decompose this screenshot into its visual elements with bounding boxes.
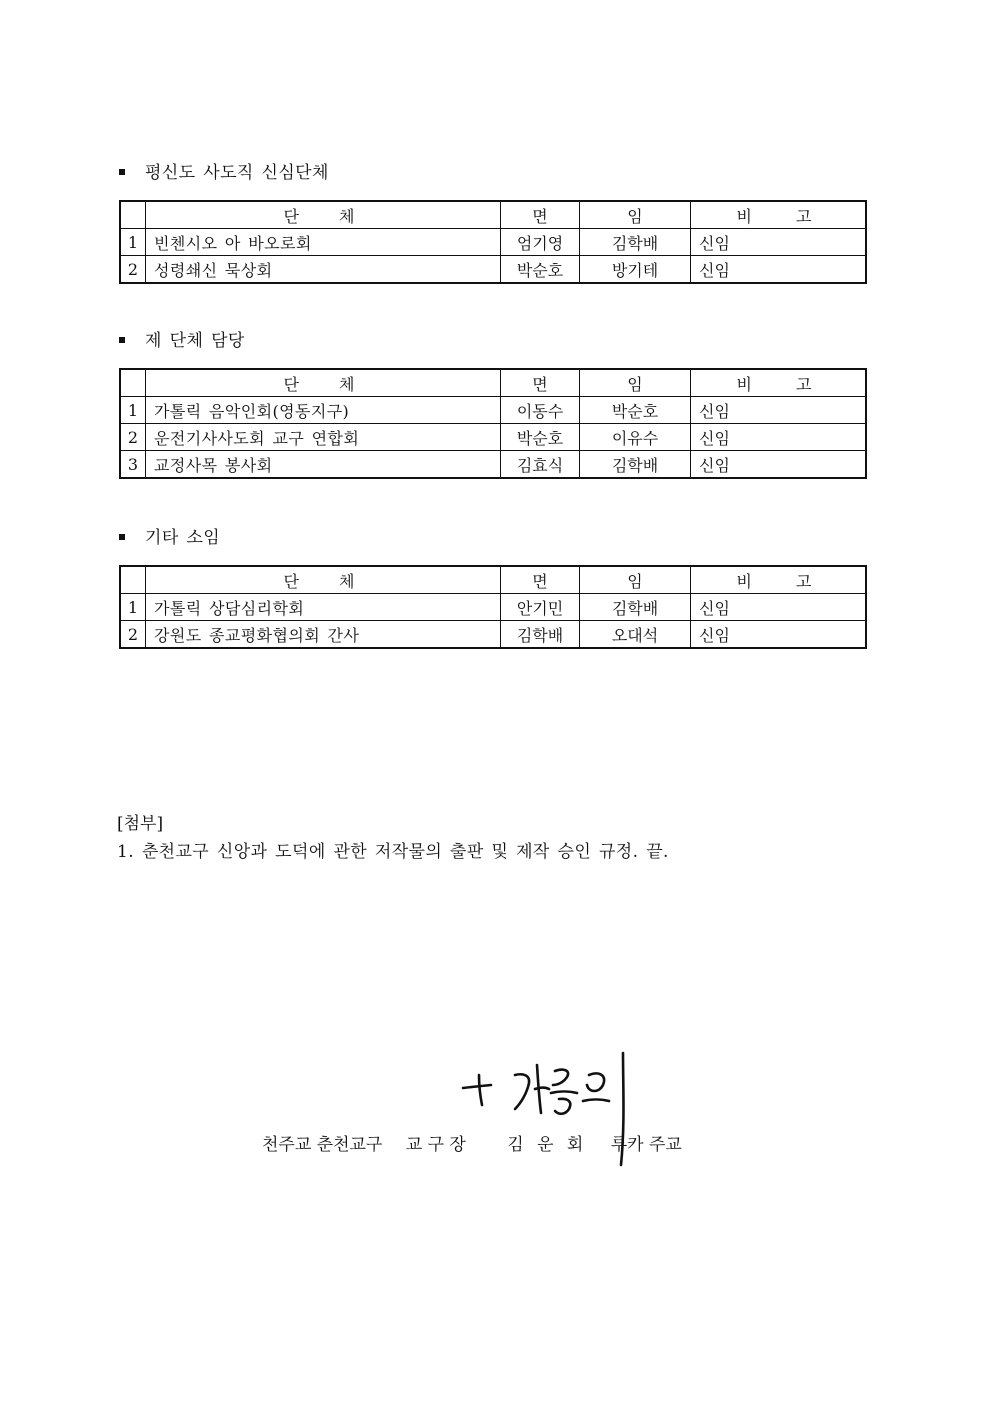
signer-suffix: 루카 주교	[610, 1135, 682, 1155]
signer-line	[262, 1130, 682, 1155]
table-row: 1 가톨릭 상담심리학회 안기민 김학배 신임	[120, 594, 866, 621]
signer-org: 천주교 춘천교구	[262, 1135, 383, 1155]
section-heading: 제 단체 담당	[119, 328, 867, 354]
table-header-row: 단체 면 임 비고	[120, 369, 866, 397]
appointments-table	[119, 200, 867, 284]
square-bullet-icon	[119, 534, 125, 540]
square-bullet-icon	[119, 337, 125, 343]
table-row: 2 운전기사사도회 교구 연합회 박순호 이유수 신임	[120, 424, 866, 451]
signer-name: 김 운 회	[507, 1135, 588, 1155]
appointments-table	[119, 565, 867, 649]
table-row: 1 빈첸시오 아 바오로회 엄기영 김학배 신임	[120, 229, 866, 256]
table-row: 3 교정사목 봉사회 김효식 김학배 신임	[120, 451, 866, 479]
section-other-duties	[119, 525, 867, 649]
table-row: 2 성령쇄신 묵상회 박순호 방기테 신임	[120, 256, 866, 284]
attachment-label: [첨부]	[117, 814, 164, 834]
table-row: 2 강원도 종교평화협의회 간사 김학배 오대석 신임	[120, 621, 866, 649]
section-lay-apostolate	[119, 160, 867, 284]
table-header-row: 단체 면 임 비고	[120, 201, 866, 229]
table-header-row: 단체 면 임 비고	[120, 566, 866, 594]
signer-title: 교 구 장	[405, 1135, 466, 1155]
section-heading: 평신도 사도직 신심단체	[119, 160, 867, 186]
attachment-item: 1. 춘천교구 신앙과 도덕에 관한 저작물의 출판 및 제작 승인 규정. 끝.	[117, 842, 669, 862]
section-group-chaplains	[119, 328, 867, 479]
square-bullet-icon	[119, 169, 125, 175]
attachment-block	[117, 810, 669, 866]
appointments-table	[119, 368, 867, 479]
table-row: 1 가톨릭 음악인회(영동지구) 이동수 박순호 신임	[120, 397, 866, 424]
section-heading: 기타 소임	[119, 525, 867, 551]
